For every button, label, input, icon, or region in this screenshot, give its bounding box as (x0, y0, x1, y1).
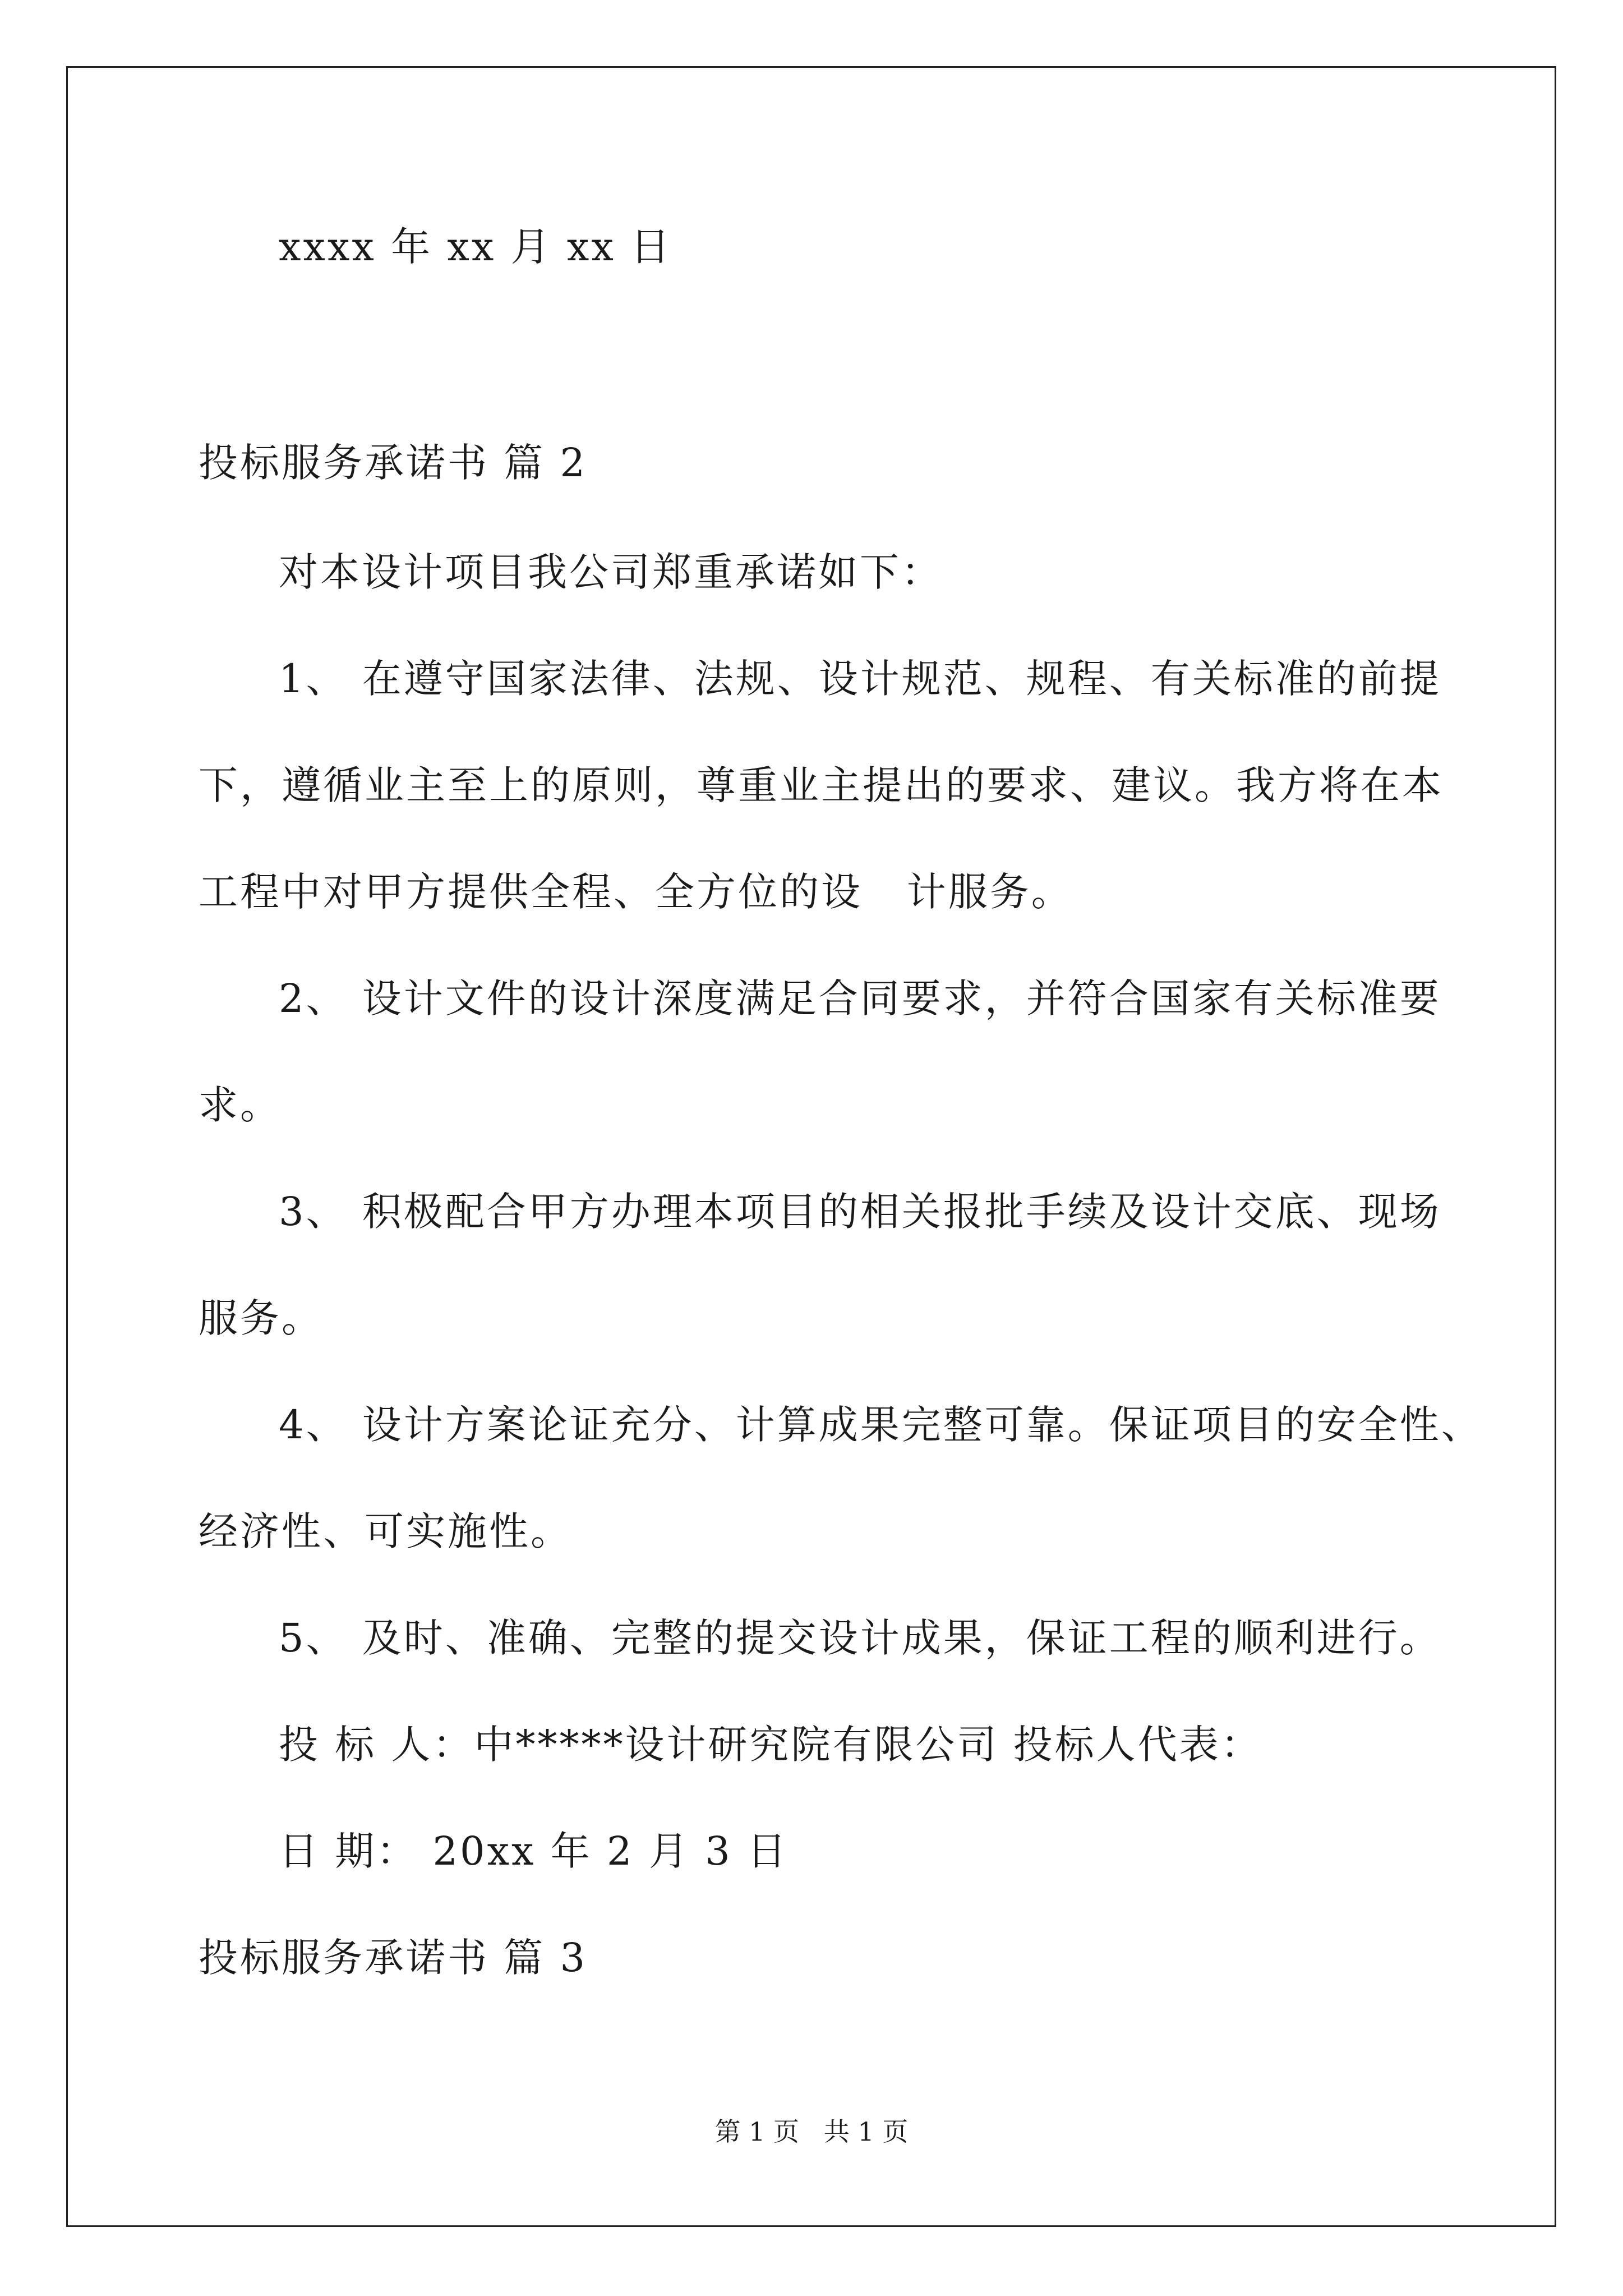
section-heading-3: 投标服务承诺书 篇 3 (199, 1935, 588, 1981)
item-4-line-1: 4、 设计方案论证充分、计算成果完整可靠。保证项目的安全性、 (279, 1402, 1483, 1448)
section-heading-2: 投标服务承诺书 篇 2 (199, 440, 588, 486)
item-1-line-1: 1、 在遵守国家法律、法规、设计规范、规程、有关标准的前提 (279, 656, 1441, 702)
signing-date-line: 日 期： 20xx 年 2 月 3 日 (279, 1828, 789, 1874)
item-1-line-3: 工程中对甲方提供全程、全方位的设 计服务。 (199, 869, 1073, 915)
intro-paragraph: 对本设计项目我公司郑重承诺如下： (279, 549, 943, 595)
item-4-line-2: 经济性、可实施性。 (199, 1508, 572, 1554)
item-5-line-1: 5、 及时、准确、完整的提交设计成果，保证工程的顺利进行。 (279, 1615, 1441, 1661)
bidder-line: 投 标 人：中*****设计研究院有限公司 投标人代表： (279, 1722, 1262, 1768)
item-2-line-1: 2、 设计文件的设计深度满足合同要求，并符合国家有关标准要 (279, 976, 1441, 1022)
page-border (66, 66, 1556, 2227)
item-2-line-2: 求。 (199, 1082, 282, 1128)
page-footer: 第 1 页 共 1 页 (714, 2116, 909, 2147)
item-1-line-2: 下，遵循业主至上的原则，尊重业主提出的要求、建议。我方将在本 (199, 762, 1444, 808)
date-line: xxxx 年 xx 月 xx 日 (279, 224, 672, 270)
item-3-line-1: 3、 积极配合甲方办理本项目的相关报批手续及设计交底、现场 (279, 1189, 1441, 1235)
item-3-line-2: 服务。 (199, 1295, 323, 1341)
